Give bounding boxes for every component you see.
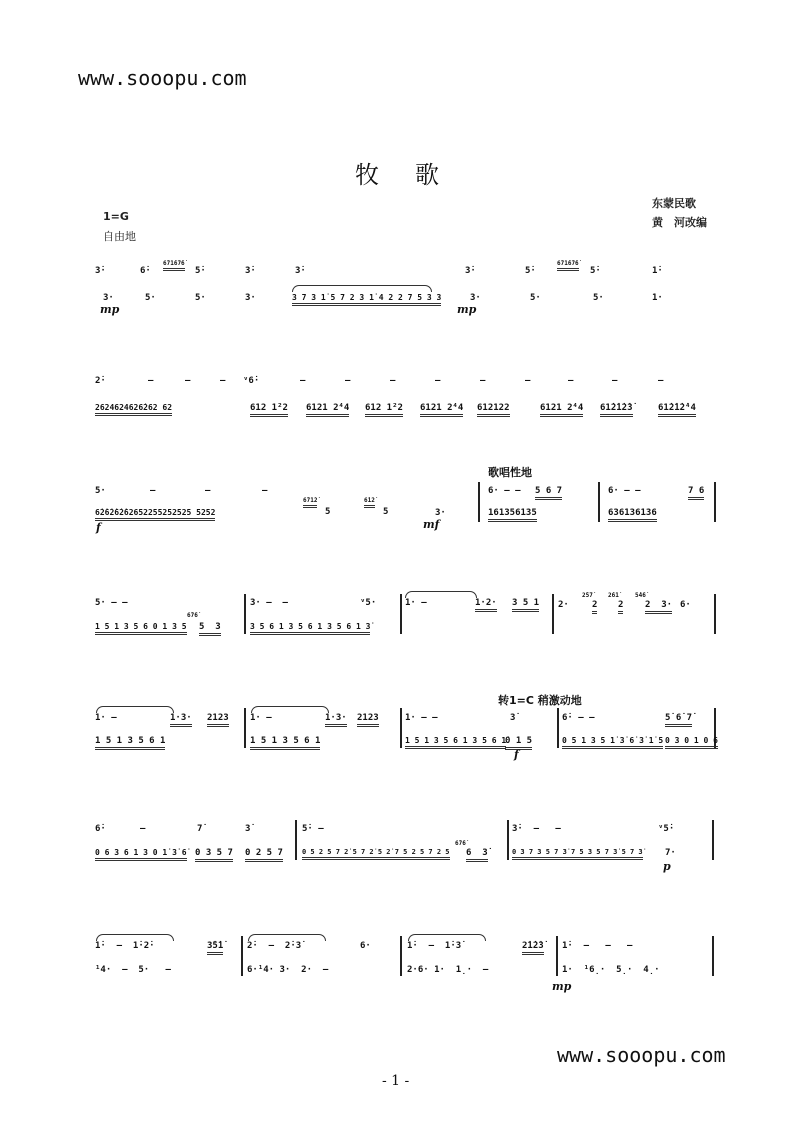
note: ᵛ6̇· bbox=[243, 376, 260, 386]
note: 5· bbox=[593, 293, 604, 303]
note-run: 1 5 1 3 5 6 1 bbox=[250, 736, 320, 750]
note: 5̇· bbox=[525, 266, 536, 276]
barline bbox=[295, 820, 297, 860]
grace-notes: 6̇7̇1̇2̇ bbox=[303, 497, 317, 508]
dash: – bbox=[435, 376, 441, 386]
dynamic-mp: mp bbox=[552, 980, 572, 993]
note-run: 61̇2̇1̇2̇⁴4 bbox=[658, 403, 696, 417]
note-run: 61̇2̇1̇2̇3̇ bbox=[600, 403, 633, 417]
note: 2· bbox=[558, 600, 569, 610]
note-run: 2·6· 1· 1̣· – bbox=[407, 965, 489, 975]
credit-origin: 东蒙民歌 bbox=[652, 197, 696, 210]
note-run: 1· ¹6̣· 5̣· 4̣· bbox=[562, 965, 660, 975]
page-number: - 1 - bbox=[382, 1073, 410, 1089]
note-run: 6̇2̇6̇2̇6̇2̇62652255252525 5252 bbox=[95, 508, 215, 521]
grace-notes: 6̇7̇6̇ bbox=[187, 612, 198, 619]
tie bbox=[405, 591, 477, 598]
tie bbox=[96, 706, 174, 713]
note-run: 1 5 1 3 5 6 0 1 3 5 bbox=[95, 622, 187, 635]
tie bbox=[408, 934, 486, 941]
barline bbox=[598, 482, 600, 522]
note: ᵛ5̇· bbox=[658, 824, 675, 834]
note-run: 1 5 1 3 5 6 1 3 5 6 1̇ bbox=[405, 736, 506, 749]
note: 5̇· – bbox=[302, 824, 324, 834]
note: 1̇· bbox=[652, 266, 663, 276]
note-run: 0 3 5 7 bbox=[195, 848, 233, 862]
note: 3· bbox=[245, 293, 256, 303]
note-run: 161356135 bbox=[488, 508, 537, 522]
note-run: ¹4· – 5· – bbox=[95, 965, 171, 975]
tie bbox=[251, 706, 329, 713]
note-pair: 1·2· bbox=[475, 598, 497, 612]
grace-notes: 2̇5̇7̇ bbox=[582, 592, 593, 599]
note: 3̇ bbox=[245, 824, 251, 834]
song-title: 牧 歌 bbox=[355, 161, 445, 189]
note-run: 0 3 7 3 5 7 3̇ 7 5 3 5 7 3̇ 5 7 3̇ bbox=[512, 848, 643, 860]
dash: – bbox=[300, 376, 306, 386]
note-run: 636136136 bbox=[608, 508, 657, 522]
note-run: 2624624626̇262 62 bbox=[95, 403, 172, 416]
note: 5̇· bbox=[590, 266, 601, 276]
note-pair: 1·3· bbox=[170, 713, 192, 727]
dynamic-mf: mf bbox=[423, 518, 440, 531]
note-run: 3 5 6 1 3 5 6 1 3 5 6 1 3̇ bbox=[250, 622, 370, 635]
note-run: 612 1²2 bbox=[250, 403, 288, 417]
slur bbox=[292, 285, 432, 292]
dash: – bbox=[658, 376, 664, 386]
note: 6̇· bbox=[95, 824, 106, 834]
note-run: 1̇· – 1̇·3̇ bbox=[407, 941, 462, 951]
note: 3̇· bbox=[95, 266, 106, 276]
note: 5· – – bbox=[95, 598, 128, 608]
note-pair: 1·3· bbox=[325, 713, 347, 727]
barline bbox=[244, 708, 246, 748]
dash: – bbox=[345, 376, 351, 386]
note: 5· bbox=[95, 486, 106, 496]
dynamic-f: f bbox=[514, 748, 519, 761]
dash: – bbox=[390, 376, 396, 386]
dash: – bbox=[220, 376, 226, 386]
note: 1· bbox=[652, 293, 663, 303]
note: 1· – bbox=[250, 713, 272, 723]
note: 6· bbox=[680, 600, 691, 610]
barline bbox=[507, 820, 509, 860]
dynamic-f: f bbox=[96, 521, 101, 534]
note: 1· – bbox=[95, 713, 117, 723]
barline bbox=[241, 936, 243, 976]
barline bbox=[714, 482, 716, 522]
note-run: 0 3 0 1 0 6 bbox=[665, 736, 718, 749]
dynamic-mp: mp bbox=[457, 303, 477, 316]
note: 2̇· bbox=[95, 376, 106, 386]
note-run: 2̇· – 2̇·3̇ bbox=[247, 941, 302, 951]
credit-arranger: 黄 河改编 bbox=[652, 216, 707, 229]
note: 2 bbox=[618, 600, 623, 614]
note: 3̇· – – bbox=[512, 824, 561, 834]
note-pair: 7 6 bbox=[688, 486, 704, 500]
barline bbox=[556, 936, 558, 976]
note: 5· bbox=[145, 293, 156, 303]
note: 3̇ bbox=[510, 713, 516, 723]
note-run: 0 2 5 7 bbox=[245, 848, 283, 862]
note: 7̇ bbox=[197, 824, 203, 834]
note-run: 6·¹4· 3· 2· – bbox=[247, 965, 329, 975]
dash: – bbox=[612, 376, 618, 386]
note-pair: 6 3̇ bbox=[466, 848, 488, 862]
grace-notes: 6̇7̇6̇ bbox=[455, 840, 466, 847]
triplet: 3 5 1 bbox=[512, 598, 539, 612]
dash: – bbox=[525, 376, 531, 386]
note-pair: 5 3 bbox=[199, 622, 221, 636]
note: 5̇· bbox=[195, 266, 206, 276]
note-run: 612 1²2 bbox=[365, 403, 403, 417]
dynamic-mp: mp bbox=[100, 303, 120, 316]
dash: – bbox=[262, 486, 268, 496]
barline bbox=[478, 482, 480, 522]
grace-notes: 5̇4̇6̇ bbox=[635, 592, 646, 599]
note: 1· – – bbox=[405, 713, 438, 723]
note-run: 2123 bbox=[207, 713, 229, 727]
note-run: 3 7 3 1̇ 5 7 2 3 1̇ 4 2 2 7 5 3 3 bbox=[292, 293, 441, 306]
grace-notes: 6̇7̇1̇6̇7̇6̇ bbox=[557, 260, 579, 271]
note-run: 612122 bbox=[477, 403, 510, 417]
dash: – bbox=[148, 376, 154, 386]
note-run: 6121 2⁴4 bbox=[420, 403, 463, 417]
note: 3̇· bbox=[245, 266, 256, 276]
note: 6̇· – – bbox=[562, 713, 595, 723]
dash: – bbox=[185, 376, 191, 386]
triplet: 5 6 7 bbox=[535, 486, 562, 500]
barline bbox=[712, 936, 714, 976]
note: 6· – – bbox=[488, 486, 521, 496]
note: 3̇· bbox=[465, 266, 476, 276]
note: 3· bbox=[103, 293, 114, 303]
barline bbox=[552, 594, 554, 634]
note-run: 0 6 3 6 1 3 0 1̇ 3̇ 6̇ bbox=[95, 848, 187, 861]
note-run: 1̇· – 1̇·2̇· bbox=[95, 941, 155, 951]
note: 3· bbox=[435, 508, 446, 518]
modulation-text: 转1=C 稍激动地 bbox=[498, 694, 582, 707]
note-run: 1̇· – – – bbox=[562, 941, 633, 951]
note: 5· bbox=[530, 293, 541, 303]
grace-notes: 2̇6̇1̇ bbox=[608, 592, 619, 599]
note-run: 6121 2⁴4 bbox=[306, 403, 349, 417]
note: 6· bbox=[360, 941, 371, 951]
expression-text: 歌唱性地 bbox=[488, 466, 532, 479]
site-url-bottom[interactable]: www.sooopu.com bbox=[557, 1043, 726, 1067]
triplet: 5̇ 6̇ 7̇ bbox=[665, 713, 692, 727]
tempo-marking: 自由地 bbox=[103, 230, 136, 243]
grace-notes: 6̇7̇1̇6̇7̇6̇ bbox=[163, 260, 185, 271]
note: 3· bbox=[470, 293, 481, 303]
barline bbox=[400, 708, 402, 748]
note-run: 0 5 2 5 7 2̇ 5 7 2̇ 5 2̇ 7 5 2 5 7 2 5 bbox=[302, 848, 450, 860]
note: 3· – – bbox=[250, 598, 288, 608]
note-run: 6121 2⁴4 bbox=[540, 403, 583, 417]
dash: – bbox=[568, 376, 574, 386]
barline bbox=[400, 594, 402, 634]
note: 6̇· bbox=[140, 266, 151, 276]
key-signature: 1=G bbox=[103, 210, 129, 223]
note-run: 3̇5̇1̇ bbox=[207, 941, 223, 955]
note-run: 2123 bbox=[357, 713, 379, 727]
triplet: 0 1 5 bbox=[505, 736, 532, 750]
note-run: 0 5 1 3 5 1̇ 3̇ 6̇ 3̇ 1̇ 5 bbox=[562, 736, 663, 749]
barline bbox=[244, 594, 246, 634]
note: 2 bbox=[592, 600, 597, 614]
note: 6· – – bbox=[608, 486, 641, 496]
note-run: 2̇1̇2̇3̇ bbox=[522, 941, 544, 955]
dash: – bbox=[480, 376, 486, 386]
barline bbox=[400, 936, 402, 976]
note: 5· bbox=[195, 293, 206, 303]
barline bbox=[557, 708, 559, 748]
tie bbox=[96, 934, 174, 941]
dash: – bbox=[140, 824, 146, 834]
grace-notes: 6̇1̇2̇ bbox=[364, 497, 375, 508]
note: 7· bbox=[665, 848, 676, 858]
site-url-top[interactable]: www.sooopu.com bbox=[78, 66, 247, 90]
tie bbox=[248, 934, 326, 941]
barline bbox=[712, 820, 714, 860]
note: ᵛ5· bbox=[360, 598, 377, 608]
note: 3̇· bbox=[295, 266, 306, 276]
note-pair: 2 3· bbox=[645, 600, 672, 614]
dash: – bbox=[150, 486, 156, 496]
dynamic-p: p bbox=[663, 860, 671, 873]
dash: – bbox=[205, 486, 211, 496]
barline bbox=[714, 594, 716, 634]
note: 5 bbox=[383, 507, 389, 517]
note: 1· – bbox=[405, 598, 427, 608]
note: 5 bbox=[325, 507, 331, 517]
note-run: 1 5 1 3 5 6 1 bbox=[95, 736, 165, 750]
